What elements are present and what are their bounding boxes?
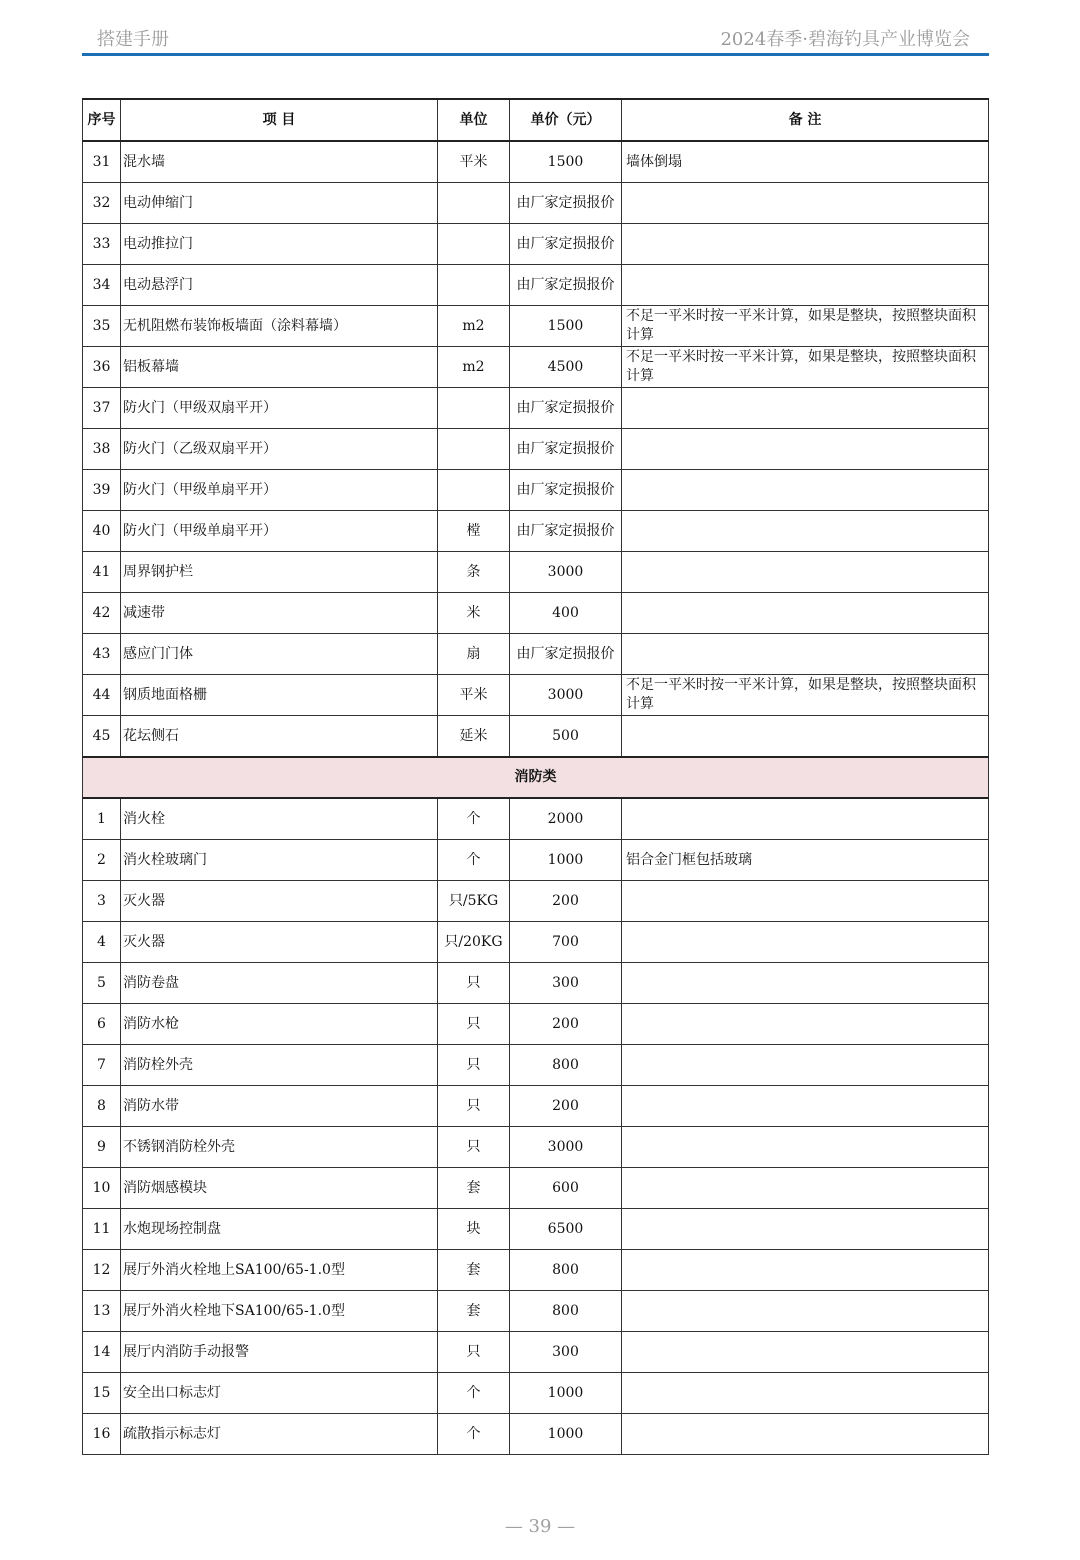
cell-note [622, 388, 989, 429]
cell-no: 7 [83, 1045, 121, 1086]
cell-item: 钢质地面格栅 [121, 675, 438, 716]
table-row [83, 265, 989, 306]
cell-unit: 个 [438, 798, 510, 840]
cell-item: 展厅外消火栓地下SA100/65-1.0型 [121, 1291, 438, 1332]
cell-note [622, 183, 989, 224]
cell-note: 铝合金门框包括玻璃 [622, 840, 989, 881]
cell-unit: 套 [438, 1168, 510, 1209]
cell-price: 由厂家定损报价 [510, 511, 622, 552]
table-row [83, 634, 989, 675]
cell-note [622, 1332, 989, 1373]
cell-unit [438, 183, 510, 224]
cell-price: 由厂家定损报价 [510, 470, 622, 511]
cell-unit: 只/20KG [438, 922, 510, 963]
cell-no: 44 [83, 675, 121, 716]
cell-price: 4500 [510, 347, 622, 388]
table-row [83, 511, 989, 552]
cell-no: 42 [83, 593, 121, 634]
cell-item: 消防水带 [121, 1086, 438, 1127]
cell-no: 38 [83, 429, 121, 470]
cell-price: 400 [510, 593, 622, 634]
cell-item: 无机阻燃布装饰板墙面（涂料幕墙） [121, 306, 438, 347]
header-event-title: 2024春季·碧海钓具产业博览会 [720, 29, 970, 50]
cell-note [622, 470, 989, 511]
cell-price: 1000 [510, 1414, 622, 1455]
cell-price: 由厂家定损报价 [510, 388, 622, 429]
cell-price: 500 [510, 716, 622, 758]
cell-unit: 只 [438, 1086, 510, 1127]
table-row [83, 306, 989, 347]
cell-price: 800 [510, 1291, 622, 1332]
cell-unit: 个 [438, 840, 510, 881]
cell-item: 水炮现场控制盘 [121, 1209, 438, 1250]
cell-no: 16 [83, 1414, 121, 1455]
cell-no: 8 [83, 1086, 121, 1127]
cell-no: 31 [83, 141, 121, 183]
cell-no: 5 [83, 963, 121, 1004]
cell-price: 800 [510, 1045, 622, 1086]
cell-no: 40 [83, 511, 121, 552]
cell-price: 3000 [510, 675, 622, 716]
section-fire [83, 757, 989, 798]
cell-price: 300 [510, 963, 622, 1004]
cell-price: 3000 [510, 552, 622, 593]
cell-item: 花坛侧石 [121, 716, 438, 758]
cell-unit: 樘 [438, 511, 510, 552]
cell-price: 300 [510, 1332, 622, 1373]
cell-no: 2 [83, 840, 121, 881]
cell-unit [438, 388, 510, 429]
cell-item: 防火门（甲级单扇平开） [121, 470, 438, 511]
table-row [83, 675, 989, 716]
table-row [83, 593, 989, 634]
cell-note [622, 265, 989, 306]
cell-unit: 套 [438, 1250, 510, 1291]
cell-note [622, 1168, 989, 1209]
cell-note [622, 1004, 989, 1045]
cell-price: 200 [510, 1086, 622, 1127]
table-row [83, 1127, 989, 1168]
cell-no: 33 [83, 224, 121, 265]
cell-note [622, 1250, 989, 1291]
table-row [83, 1291, 989, 1332]
table-row [83, 183, 989, 224]
cell-unit: 只 [438, 963, 510, 1004]
table-row [83, 840, 989, 881]
table-row [83, 963, 989, 1004]
cell-item: 灭火器 [121, 881, 438, 922]
col-header-note: 备 注 [622, 99, 989, 141]
cell-unit [438, 470, 510, 511]
cell-note: 不足一平米时按一平米计算，如果是整块，按照整块面积计算 [622, 306, 989, 347]
cell-no: 32 [83, 183, 121, 224]
table-row [83, 1414, 989, 1455]
table-row [83, 224, 989, 265]
cell-no: 45 [83, 716, 121, 758]
cell-unit: 块 [438, 1209, 510, 1250]
cell-unit: 扇 [438, 634, 510, 675]
cell-item: 消火栓玻璃门 [121, 840, 438, 881]
cell-price: 由厂家定损报价 [510, 429, 622, 470]
price-table-container [82, 98, 988, 1455]
cell-item: 防火门（甲级双扇平开） [121, 388, 438, 429]
table-row [83, 347, 989, 388]
cell-item: 消防栓外壳 [121, 1045, 438, 1086]
cell-note [622, 634, 989, 675]
cell-note: 不足一平米时按一平米计算，如果是整块，按照整块面积计算 [622, 347, 989, 388]
cell-unit: 米 [438, 593, 510, 634]
cell-note [622, 798, 989, 840]
cell-unit: 只 [438, 1004, 510, 1045]
cell-price: 1500 [510, 306, 622, 347]
table-header-row [83, 99, 989, 141]
section-row-fire [83, 757, 989, 798]
cell-note: 墙体倒塌 [622, 141, 989, 183]
cell-item: 铝板幕墙 [121, 347, 438, 388]
cell-note [622, 429, 989, 470]
table-row [83, 1332, 989, 1373]
cell-price: 由厂家定损报价 [510, 265, 622, 306]
table-row [83, 552, 989, 593]
cell-note [622, 881, 989, 922]
cell-no: 11 [83, 1209, 121, 1250]
cell-unit: 套 [438, 1291, 510, 1332]
cell-no: 43 [83, 634, 121, 675]
cell-unit: 条 [438, 552, 510, 593]
cell-no: 6 [83, 1004, 121, 1045]
cell-unit: m2 [438, 347, 510, 388]
cell-price: 2000 [510, 798, 622, 840]
cell-price: 1500 [510, 141, 622, 183]
table-row [83, 716, 989, 758]
cell-item: 防火门（甲级单扇平开） [121, 511, 438, 552]
cell-no: 1 [83, 798, 121, 840]
cell-price: 由厂家定损报价 [510, 634, 622, 675]
cell-item: 减速带 [121, 593, 438, 634]
table-row [83, 922, 989, 963]
cell-note [622, 1086, 989, 1127]
cell-no: 12 [83, 1250, 121, 1291]
table-row [83, 388, 989, 429]
table-row [83, 1168, 989, 1209]
cell-no: 34 [83, 265, 121, 306]
cell-price: 由厂家定损报价 [510, 224, 622, 265]
cell-unit: 个 [438, 1414, 510, 1455]
cell-item: 展厅内消防手动报警 [121, 1332, 438, 1373]
cell-note [622, 1291, 989, 1332]
cell-note [622, 1373, 989, 1414]
cell-note [622, 224, 989, 265]
cell-price: 3000 [510, 1127, 622, 1168]
cell-note [622, 552, 989, 593]
cell-unit: 个 [438, 1373, 510, 1414]
col-header-no: 序号 [83, 99, 121, 141]
cell-item: 周界钢护栏 [121, 552, 438, 593]
cell-unit: 只 [438, 1045, 510, 1086]
cell-unit: 平米 [438, 141, 510, 183]
cell-item: 电动伸缩门 [121, 183, 438, 224]
section-title: 消防类 [83, 757, 989, 798]
cell-note: 不足一平米时按一平米计算，如果是整块，按照整块面积计算 [622, 675, 989, 716]
header-manual-title: 搭建手册 [97, 29, 169, 50]
cell-no: 37 [83, 388, 121, 429]
cell-no: 4 [83, 922, 121, 963]
cell-note [622, 716, 989, 758]
header-divider [82, 53, 989, 56]
cell-item: 防火门（乙级双扇平开） [121, 429, 438, 470]
cell-price: 200 [510, 881, 622, 922]
table-row [83, 1045, 989, 1086]
cell-unit: 只 [438, 1332, 510, 1373]
cell-no: 10 [83, 1168, 121, 1209]
col-header-unit: 单位 [438, 99, 510, 141]
table-row [83, 1004, 989, 1045]
cell-unit: 只/5KG [438, 881, 510, 922]
cell-note [622, 1414, 989, 1455]
col-header-price: 单价（元） [510, 99, 622, 141]
cell-unit [438, 265, 510, 306]
cell-no: 13 [83, 1291, 121, 1332]
cell-item: 不锈钢消防栓外壳 [121, 1127, 438, 1168]
cell-item: 消防烟感模块 [121, 1168, 438, 1209]
cell-unit: 平米 [438, 675, 510, 716]
cell-note [622, 1127, 989, 1168]
table-row [83, 141, 989, 183]
col-header-item: 项 目 [121, 99, 438, 141]
cell-item: 疏散指示标志灯 [121, 1414, 438, 1455]
cell-price: 1000 [510, 1373, 622, 1414]
table-row [83, 470, 989, 511]
cell-no: 36 [83, 347, 121, 388]
table-body-fire [83, 798, 989, 1455]
cell-note [622, 1045, 989, 1086]
table-row [83, 429, 989, 470]
cell-item: 混水墙 [121, 141, 438, 183]
table-row [83, 1373, 989, 1414]
cell-note [622, 922, 989, 963]
cell-item: 电动悬浮门 [121, 265, 438, 306]
cell-price: 由厂家定损报价 [510, 183, 622, 224]
cell-item: 消火栓 [121, 798, 438, 840]
page-number: — 39 — [504, 1516, 576, 1537]
cell-note [622, 1209, 989, 1250]
cell-price: 700 [510, 922, 622, 963]
cell-no: 41 [83, 552, 121, 593]
table-row [83, 1209, 989, 1250]
cell-price: 200 [510, 1004, 622, 1045]
cell-price: 600 [510, 1168, 622, 1209]
cell-price: 6500 [510, 1209, 622, 1250]
cell-no: 9 [83, 1127, 121, 1168]
cell-item: 灭火器 [121, 922, 438, 963]
cell-price: 800 [510, 1250, 622, 1291]
cell-item: 电动推拉门 [121, 224, 438, 265]
table-row [83, 798, 989, 840]
table-row [83, 1250, 989, 1291]
cell-item: 消防卷盘 [121, 963, 438, 1004]
cell-note [622, 963, 989, 1004]
cell-unit: 只 [438, 1127, 510, 1168]
cell-note [622, 593, 989, 634]
cell-note [622, 511, 989, 552]
cell-item: 感应门门体 [121, 634, 438, 675]
cell-unit [438, 429, 510, 470]
cell-item: 安全出口标志灯 [121, 1373, 438, 1414]
cell-no: 14 [83, 1332, 121, 1373]
cell-item: 消防水枪 [121, 1004, 438, 1045]
cell-unit: 延米 [438, 716, 510, 758]
cell-price: 1000 [510, 840, 622, 881]
cell-item: 展厅外消火栓地上SA100/65-1.0型 [121, 1250, 438, 1291]
cell-no: 35 [83, 306, 121, 347]
price-table [82, 98, 989, 1455]
table-row [83, 881, 989, 922]
table-row [83, 1086, 989, 1127]
table-body-general [83, 141, 989, 757]
cell-no: 3 [83, 881, 121, 922]
cell-unit: m2 [438, 306, 510, 347]
cell-no: 15 [83, 1373, 121, 1414]
cell-no: 39 [83, 470, 121, 511]
cell-unit [438, 224, 510, 265]
